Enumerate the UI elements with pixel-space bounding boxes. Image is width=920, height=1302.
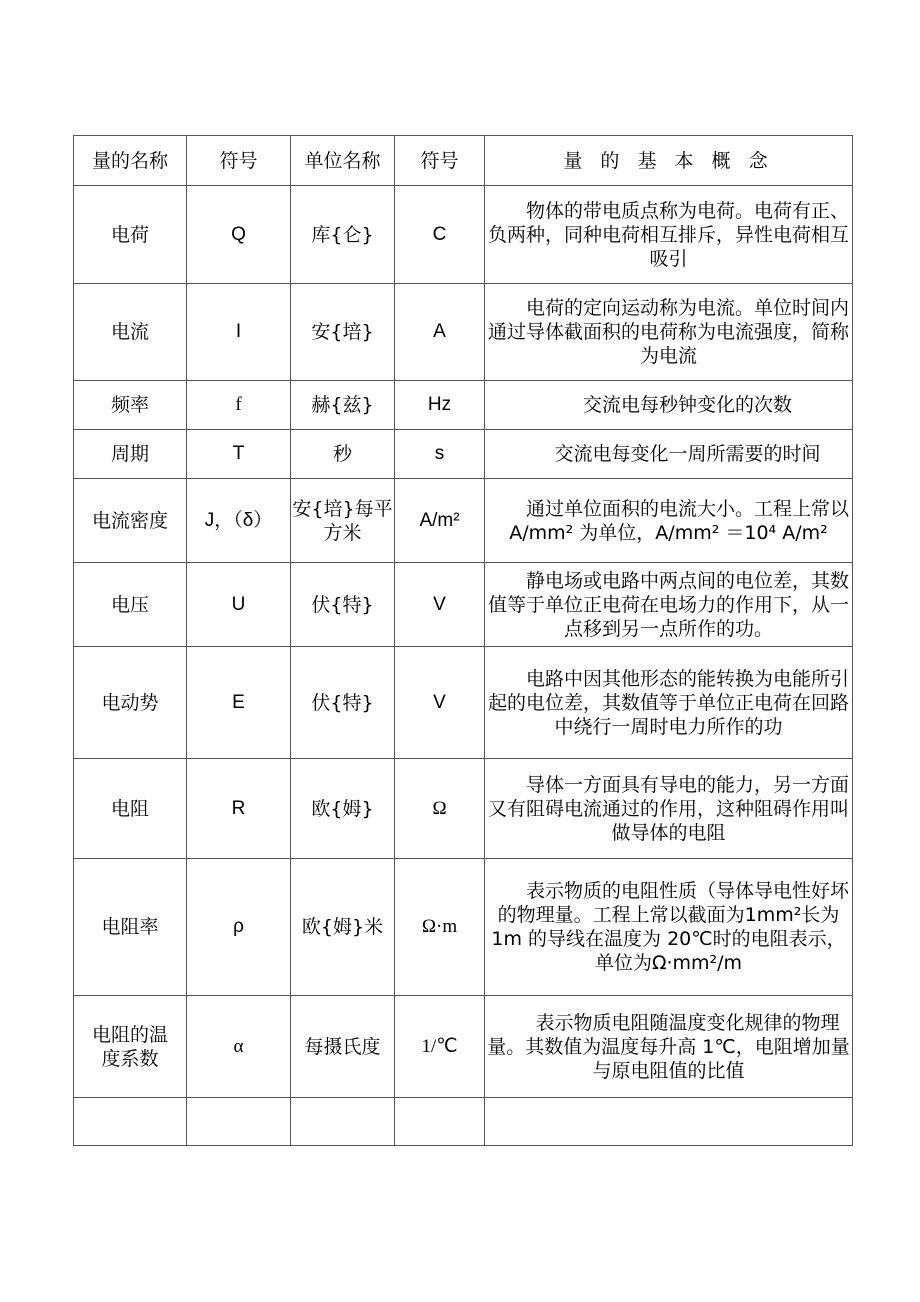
- unit-name: 伏{特}: [291, 647, 395, 759]
- quantity-name: 电荷: [74, 186, 187, 284]
- quantity-name: 电阻: [74, 759, 187, 859]
- quantity-name: 电动势: [74, 647, 187, 759]
- empty-cell: [187, 1098, 291, 1146]
- header-row: [74, 136, 853, 186]
- quantity-symbol: ρ: [187, 859, 291, 996]
- unit-symbol: A: [395, 284, 485, 381]
- unit-symbol: Ω·m: [395, 859, 485, 996]
- unit-symbol: C: [395, 186, 485, 284]
- unit-name: 欧{姆}米: [291, 859, 395, 996]
- concept-text: 表示物质的电阻性质（导体导电性好坏的物理量。工程上常以截面为1mm²长为 1m 的导线在温度为 20℃时的电阻表示，单位为Ω·mm²/m: [485, 859, 853, 996]
- unit-symbol: s: [395, 430, 485, 479]
- concept-text: 表示物质电阻随温度变化规律的物理量。其数值为温度每升高 1℃，电阻增加量与原电阻值的比值: [485, 996, 853, 1098]
- unit-name: 安{培}每平方米: [291, 479, 395, 563]
- header-basic-concept: 量 的 基 本 概 念: [485, 136, 853, 186]
- empty-cell: [485, 1098, 853, 1146]
- header-unit-name: 单位名称: [291, 136, 395, 186]
- unit-name: 赫{兹}: [291, 381, 395, 430]
- quantity-name: 电阻率: [74, 859, 187, 996]
- quantity-symbol: J，（δ）: [187, 479, 291, 563]
- quantity-symbol: f: [187, 381, 291, 430]
- quantity-symbol: Q: [187, 186, 291, 284]
- quantity-symbol: T: [187, 430, 291, 479]
- table-row: [74, 430, 853, 479]
- quantity-name: 周期: [74, 430, 187, 479]
- empty-row: [74, 1098, 853, 1146]
- unit-symbol: V: [395, 563, 485, 647]
- unit-symbol: A/m²: [395, 479, 485, 563]
- concept-text: 导体一方面具有导电的能力，另一方面又有阻碍电流通过的作用，这种阻碍作用叫做导体的电阻: [485, 759, 853, 859]
- concept-text: 物体的带电质点称为电荷。电荷有正、负两种，同种电荷相互排斥，异性电荷相互吸引: [485, 186, 853, 284]
- empty-cell: [395, 1098, 485, 1146]
- header-symbol: 符号: [187, 136, 291, 186]
- table-row: [74, 759, 853, 859]
- table-row: [74, 647, 853, 759]
- concept-text: 电荷的定向运动称为电流。单位时间内通过导体截面积的电荷称为电流强度，简称为电流: [485, 284, 853, 381]
- unit-name: 伏{特}: [291, 563, 395, 647]
- unit-symbol: Ω: [395, 759, 485, 859]
- quantity-symbol: U: [187, 563, 291, 647]
- concept-text: 交流电每秒钟变化的次数: [485, 381, 853, 430]
- unit-name: 安{培}: [291, 284, 395, 381]
- table-row: [74, 479, 853, 563]
- unit-name: 秒: [291, 430, 395, 479]
- quantity-name: 电阻的温度系数: [74, 996, 187, 1098]
- concept-text: 交流电每变化一周所需要的时间: [485, 430, 853, 479]
- concept-text: 静电场或电路中两点间的电位差，其数值等于单位正电荷在电场力的作用下，从一点移到另一点所作的功。: [485, 563, 853, 647]
- table-row: [74, 186, 853, 284]
- quantity-symbol: E: [187, 647, 291, 759]
- empty-cell: [74, 1098, 187, 1146]
- quantity-name: 频率: [74, 381, 187, 430]
- table-row: [74, 381, 853, 430]
- unit-symbol: V: [395, 647, 485, 759]
- quantity-name: 电压: [74, 563, 187, 647]
- concept-text: 电路中因其他形态的能转换为电能所引起的电位差，其数值等于单位正电荷在回路中绕行一周时电力所作的功: [485, 647, 853, 759]
- table-row: [74, 996, 853, 1098]
- quantity-symbol: α: [187, 996, 291, 1098]
- concept-text: 通过单位面积的电流大小。工程上常以 A/mm² 为单位，A/mm² ＝10⁴ A/m²: [485, 479, 853, 563]
- header-unit-symbol: 符号: [395, 136, 485, 186]
- quantities-table: [73, 135, 853, 1146]
- quantity-symbol: R: [187, 759, 291, 859]
- quantity-symbol: I: [187, 284, 291, 381]
- table-row: [74, 859, 853, 996]
- unit-name: 库{仑}: [291, 186, 395, 284]
- table-row: [74, 563, 853, 647]
- header-quantity-name: 量的名称: [74, 136, 187, 186]
- quantity-name: 电流密度: [74, 479, 187, 563]
- unit-name: 欧{姆}: [291, 759, 395, 859]
- empty-cell: [291, 1098, 395, 1146]
- unit-symbol: 1/℃: [395, 996, 485, 1098]
- unit-symbol: Hz: [395, 381, 485, 430]
- quantity-name: 电流: [74, 284, 187, 381]
- table-row: [74, 284, 853, 381]
- unit-name: 每摄氏度: [291, 996, 395, 1098]
